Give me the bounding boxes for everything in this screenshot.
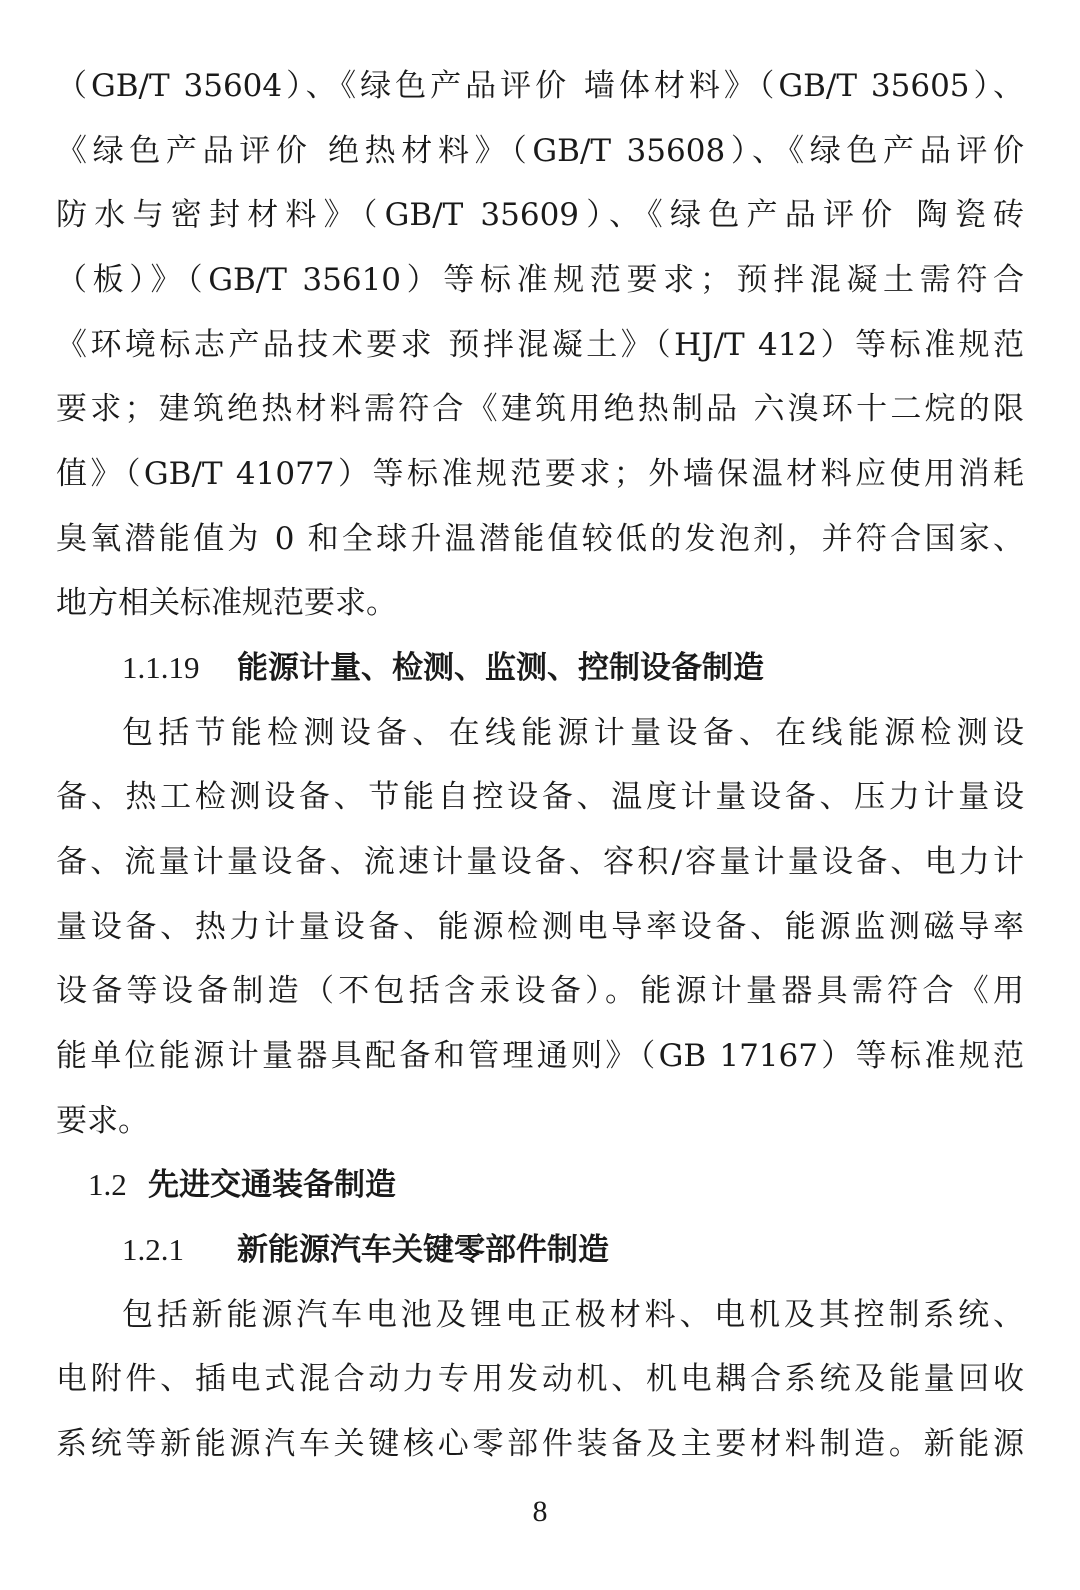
paragraph-line: 系统等新能源汽车关键核心零部件装备及主要材料制造。新能源	[56, 1426, 1024, 1462]
paragraph-line: （GB/T 35604）、《绿色产品评价 墙体材料》（GB/T 35605）、	[56, 68, 1024, 104]
section-heading-1-2-1	[122, 1225, 609, 1275]
paragraph-line: 设备等设备制造（不包括含汞设备）。能源计量器具需符合《用	[56, 973, 1024, 1009]
paragraph-line: 包括节能检测设备、在线能源计量设备、在线能源检测设	[122, 715, 1024, 751]
page-number: 8	[532, 1495, 548, 1528]
section-title: 先进交通装备制造	[148, 1167, 396, 1203]
paragraph-line: 地方相关标准规范要求。	[56, 585, 397, 621]
section-heading-1-2	[88, 1160, 396, 1210]
paragraph-line: 《绿色产品评价 绝热材料》（GB/T 35608）、《绿色产品评价	[56, 133, 1024, 169]
paragraph-line: 要求。	[56, 1103, 149, 1139]
paragraph-line: 包括新能源汽车电池及锂电正极材料、电机及其控制系统、	[122, 1297, 1024, 1333]
paragraph-line: （板）》（GB/T 35610）等标准规范要求；预拌混凝土需符合	[56, 262, 1024, 298]
paragraph-line: 防水与密封材料》（GB/T 35609）、《绿色产品评价 陶瓷砖	[56, 197, 1024, 233]
section-number: 1.2	[88, 1167, 127, 1202]
paragraph-line: 《环境标志产品技术要求 预拌混凝土》（HJ/T 412）等标准规范	[56, 327, 1024, 363]
section-title: 能源计量、检测、监测、控制设备制造	[237, 650, 764, 686]
paragraph-line: 值》（GB/T 41077）等标准规范要求；外墙保温材料应使用消耗	[56, 456, 1024, 492]
section-number: 1.1.19	[122, 650, 200, 685]
section-number: 1.2.1	[122, 1232, 184, 1267]
paragraph-line: 电附件、插电式混合动力专用发动机、机电耦合系统及能量回收	[56, 1361, 1024, 1397]
paragraph-line: 备、流量计量设备、流速计量设备、容积/容量计量设备、电力计	[56, 844, 1024, 880]
section-title: 新能源汽车关键零部件制造	[237, 1232, 609, 1268]
paragraph-line: 臭氧潜能值为 0 和全球升温潜能值较低的发泡剂，并符合国家、	[56, 521, 1024, 557]
paragraph-line: 量设备、热力计量设备、能源检测电导率设备、能源监测磁导率	[56, 909, 1024, 945]
paragraph-line: 要求；建筑绝热材料需符合《建筑用绝热制品 六溴环十二烷的限	[56, 391, 1024, 427]
paragraph-line: 备、热工检测设备、节能自控设备、温度计量设备、压力计量设	[56, 779, 1024, 815]
section-heading-1-1-19	[122, 643, 764, 693]
paragraph-line: 能单位能源计量器具配备和管理通则》（GB 17167）等标准规范	[56, 1038, 1024, 1074]
